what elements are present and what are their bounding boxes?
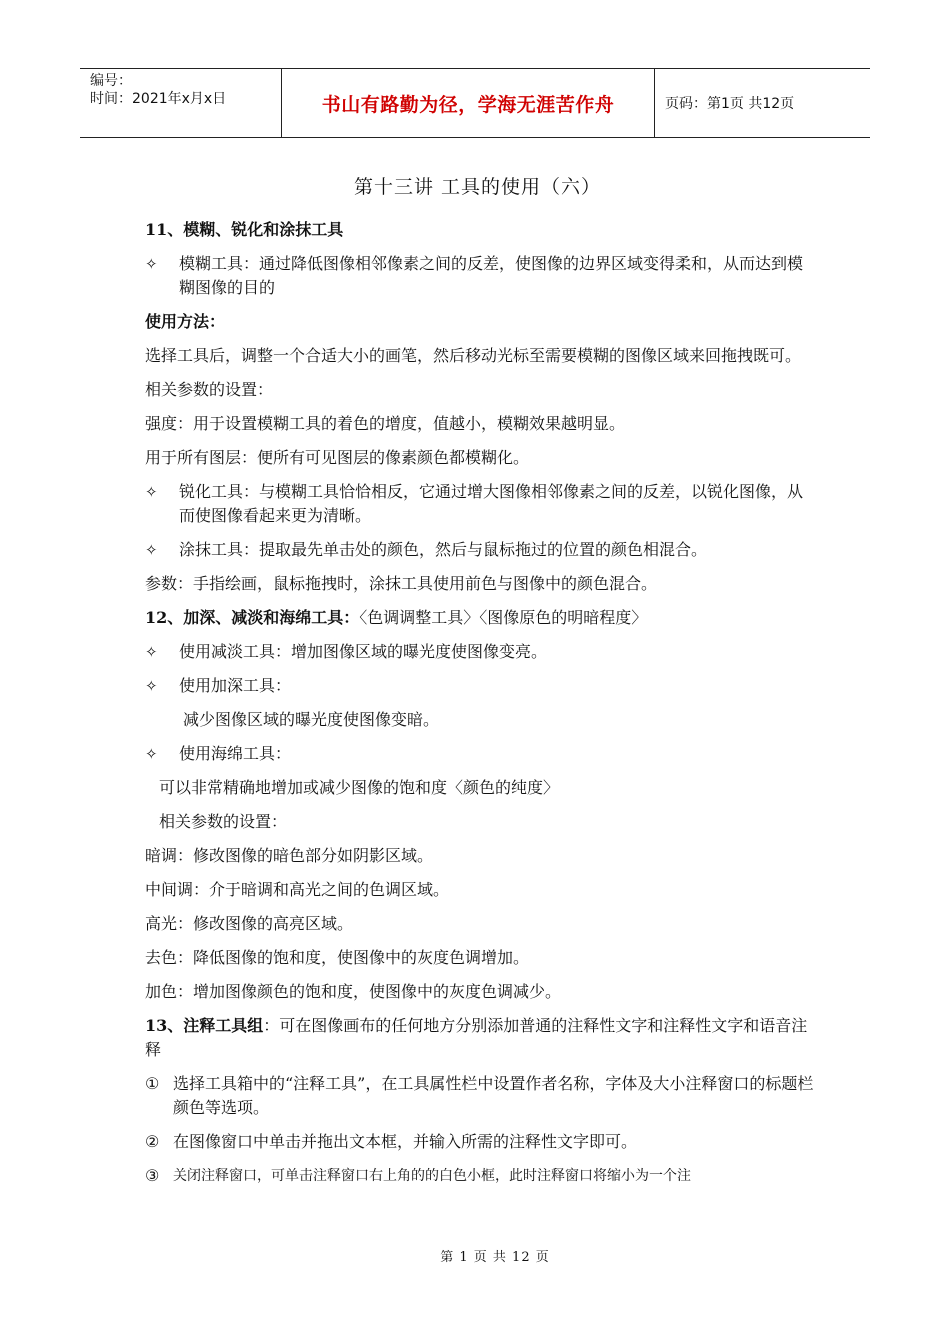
section-13-title: 13、注释工具组 [145, 1016, 264, 1035]
bullet-icon: ✧ [145, 541, 158, 559]
bullet-icon: ✧ [145, 677, 158, 695]
method-text: 选择工具后，调整一个合适大小的画笔，然后移动光标至需要模糊的图像区域来回拖拽既可。 [145, 346, 802, 365]
number-marker: ② [145, 1132, 160, 1151]
page-title: 第十三讲 工具的使用（六） [353, 176, 602, 198]
bullet-icon: ✧ [145, 255, 158, 273]
list-item [145, 1130, 815, 1154]
section-11-heading: 11、模糊、锐化和涂抹工具 [145, 220, 344, 239]
strength-text: 强度：用于设置模糊工具的着色的增度，值越小，模糊效果越明显。 [145, 414, 626, 433]
annotation-step-2: 在图像窗口中单击并拖出文本框，并输入所需的注释性文字即可。 [173, 1132, 638, 1151]
document-header [80, 68, 870, 138]
all-layers-text: 用于所有图层：便所有可见图层的像素颜色都模糊化。 [145, 448, 530, 467]
sharpen-tool-text: 锐化工具：与模糊工具恰恰相反，它通过增大图像相邻像素之间的反差，以锐化图像，从而使图像看起来更为清晰。 [179, 482, 804, 525]
section-13-subtitle: ：可在图像画布的任何地方分别添加普通的注释性文字和注释性文字和语音注释 [145, 1016, 808, 1059]
list-item [145, 674, 815, 698]
list-item [145, 742, 815, 766]
header-motto: 书山有路勤为径，学海无涯苦作舟 [282, 69, 655, 137]
annotation-step-3: 关闭注释窗口，可单击注释窗口右上角的的白色小框，此时注释窗口将缩小为一个注 [173, 1168, 691, 1184]
list-item [145, 480, 815, 528]
desaturate-text: 去色：降低图像的饱和度，使图像中的灰度色调增加。 [145, 948, 530, 967]
bullet-icon: ✧ [145, 643, 158, 661]
saturate-text: 加色：增加图像颜色的饱和度，使图像中的灰度色调减少。 [145, 982, 562, 1001]
midtones-text: 中间调：介于暗调和高光之间的色调区域。 [145, 880, 450, 899]
list-item [145, 538, 815, 562]
highlights-text: 高光：修改图像的高亮区域。 [145, 914, 354, 933]
annotation-step-1: 选择工具箱中的“注释工具”，在工具属性栏中设置作者名称，字体及大小注释窗口的标题栏颜色等选项。 [173, 1074, 814, 1117]
method-heading: 使用方法： [145, 312, 226, 331]
burn-tool-text: 使用加深工具： [179, 676, 292, 695]
list-item [145, 1164, 815, 1188]
header-page-info: 页码：第1页 共12页 [665, 96, 795, 112]
list-item [145, 1072, 815, 1120]
page-footer: 第 1 页 共 12 页 [440, 1250, 550, 1265]
section-12-subtitle: 〈色调调整工具〉〈图像原色的明暗程度〉 [359, 608, 648, 627]
smudge-tool-text: 涂抹工具：提取最先单击处的颜色，然后与鼠标拖过的位置的颜色相混合。 [179, 540, 708, 559]
list-item [145, 640, 815, 664]
section-12-title: 12、加深、减淡和海绵工具： [145, 608, 360, 627]
blur-tool-text: 模糊工具：通过降低图像相邻像素之间的反差，使图像的边界区域变得柔和，从而达到模糊图像的目的 [179, 254, 804, 297]
params-heading: 相关参数的设置： [145, 380, 274, 399]
header-meta [80, 69, 282, 137]
params-heading-2: 相关参数的设置： [159, 812, 288, 831]
section-13-heading [145, 1014, 815, 1062]
burn-tool-desc: 减少图像区域的曝光度使图像变暗。 [183, 710, 440, 729]
shadows-text: 暗调：修改图像的暗色部分如阴影区域。 [145, 846, 434, 865]
document-body [145, 218, 815, 1198]
section-12-heading [145, 606, 815, 630]
sponge-tool-text: 使用海绵工具： [179, 744, 292, 763]
date-label: 时间：2021年x月x日 [90, 91, 227, 107]
number-marker: ① [145, 1074, 160, 1093]
bullet-icon: ✧ [145, 745, 158, 763]
bullet-icon: ✧ [145, 483, 158, 501]
list-item [145, 252, 815, 300]
sponge-tool-desc: 可以非常精确地增加或减少图像的饱和度〈颜色的纯度〉 [159, 778, 560, 797]
dodge-tool-text: 使用减淡工具：增加图像区域的曝光度使图像变亮。 [179, 642, 548, 661]
number-label: 编号： [90, 73, 132, 89]
finger-painting-text: 参数：手指绘画，鼠标拖拽时，涂抹工具使用前色与图像中的颜色混合。 [145, 574, 658, 593]
number-marker: ③ [145, 1166, 160, 1185]
